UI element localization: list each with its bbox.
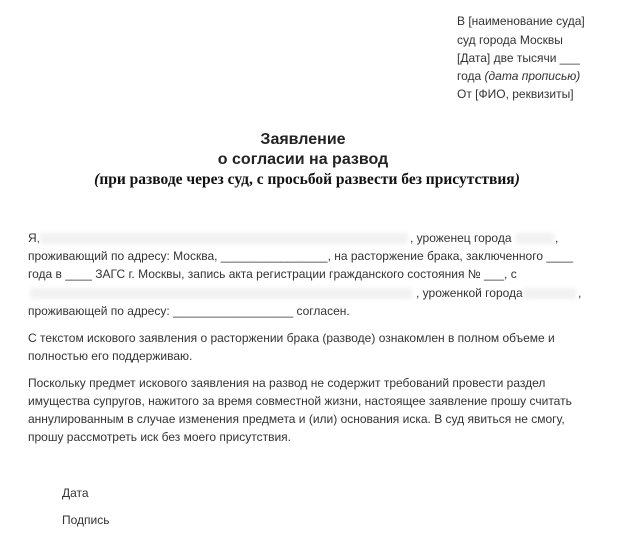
note-text: при разводе через суд, с просьбой развести без присутствия <box>99 171 515 188</box>
document-title: Заявление <box>260 131 346 148</box>
note-open-paren: ( <box>94 171 100 188</box>
p1-line5: проживающей по адресу: __________________ согласен. <box>28 304 350 318</box>
redacted-spouse-field <box>30 288 412 299</box>
p2-line2: полностью его поддерживаю. <box>28 349 193 363</box>
addressee-city: суд города Москвы <box>457 33 563 47</box>
p1-line1-start: Я, <box>28 231 40 245</box>
p2-line1: С текстом искового заявления о расторжении брака (разводе) ознакомлен в полном объеме и <box>28 331 555 345</box>
p1-line1-tail: , <box>555 231 559 245</box>
redacted-spouse-city-field <box>524 288 576 299</box>
addressee-date-hint: (дата прописью) <box>484 69 581 83</box>
p1-line1-end: , уроженец города <box>410 231 512 245</box>
p1-line2: проживающий по адресу: Москва, ________________, на расторжение брака, заключенного ____ <box>28 249 574 263</box>
addressee-date: [Дата] две тысячи ___ <box>457 51 580 65</box>
p3-line2: имущества супругов, нажитого за время совместной жизни, настоящее заявление прошу считать <box>28 394 572 408</box>
note-close-paren: ) <box>514 171 520 188</box>
redacted-city-field <box>516 233 554 244</box>
p1-line4-mid: , уроженкой города <box>416 286 523 300</box>
p1-line4-tail: , <box>578 286 582 300</box>
p3-line4: прошу рассмотреть иск без моего присутствия. <box>28 430 291 444</box>
p3-line3: аннулированным в случае изменения предмета и (или) основания иска. В суд явиться не смогу, <box>28 412 565 426</box>
date-label: Дата <box>62 486 89 500</box>
addressee-court: В [наименование суда] <box>457 14 585 28</box>
signature-label: Подпись <box>62 513 110 527</box>
addressee-from: От [ФИО, реквизиты] <box>457 87 574 101</box>
redacted-name-field <box>40 233 408 244</box>
document-subtitle: о согласии на развод <box>217 151 389 168</box>
document-note <box>0 170 614 190</box>
p1-line3: года в ____ ЗАГС г. Москвы, запись акта регистрации гражданского состояния № ___, с <box>28 267 517 281</box>
p3-line1: Поскольку предмет искового заявления на развод не содержит требований провести раздел <box>28 376 546 390</box>
addressee-year-label: года <box>457 69 485 83</box>
addressee-date-words <box>457 67 580 85</box>
